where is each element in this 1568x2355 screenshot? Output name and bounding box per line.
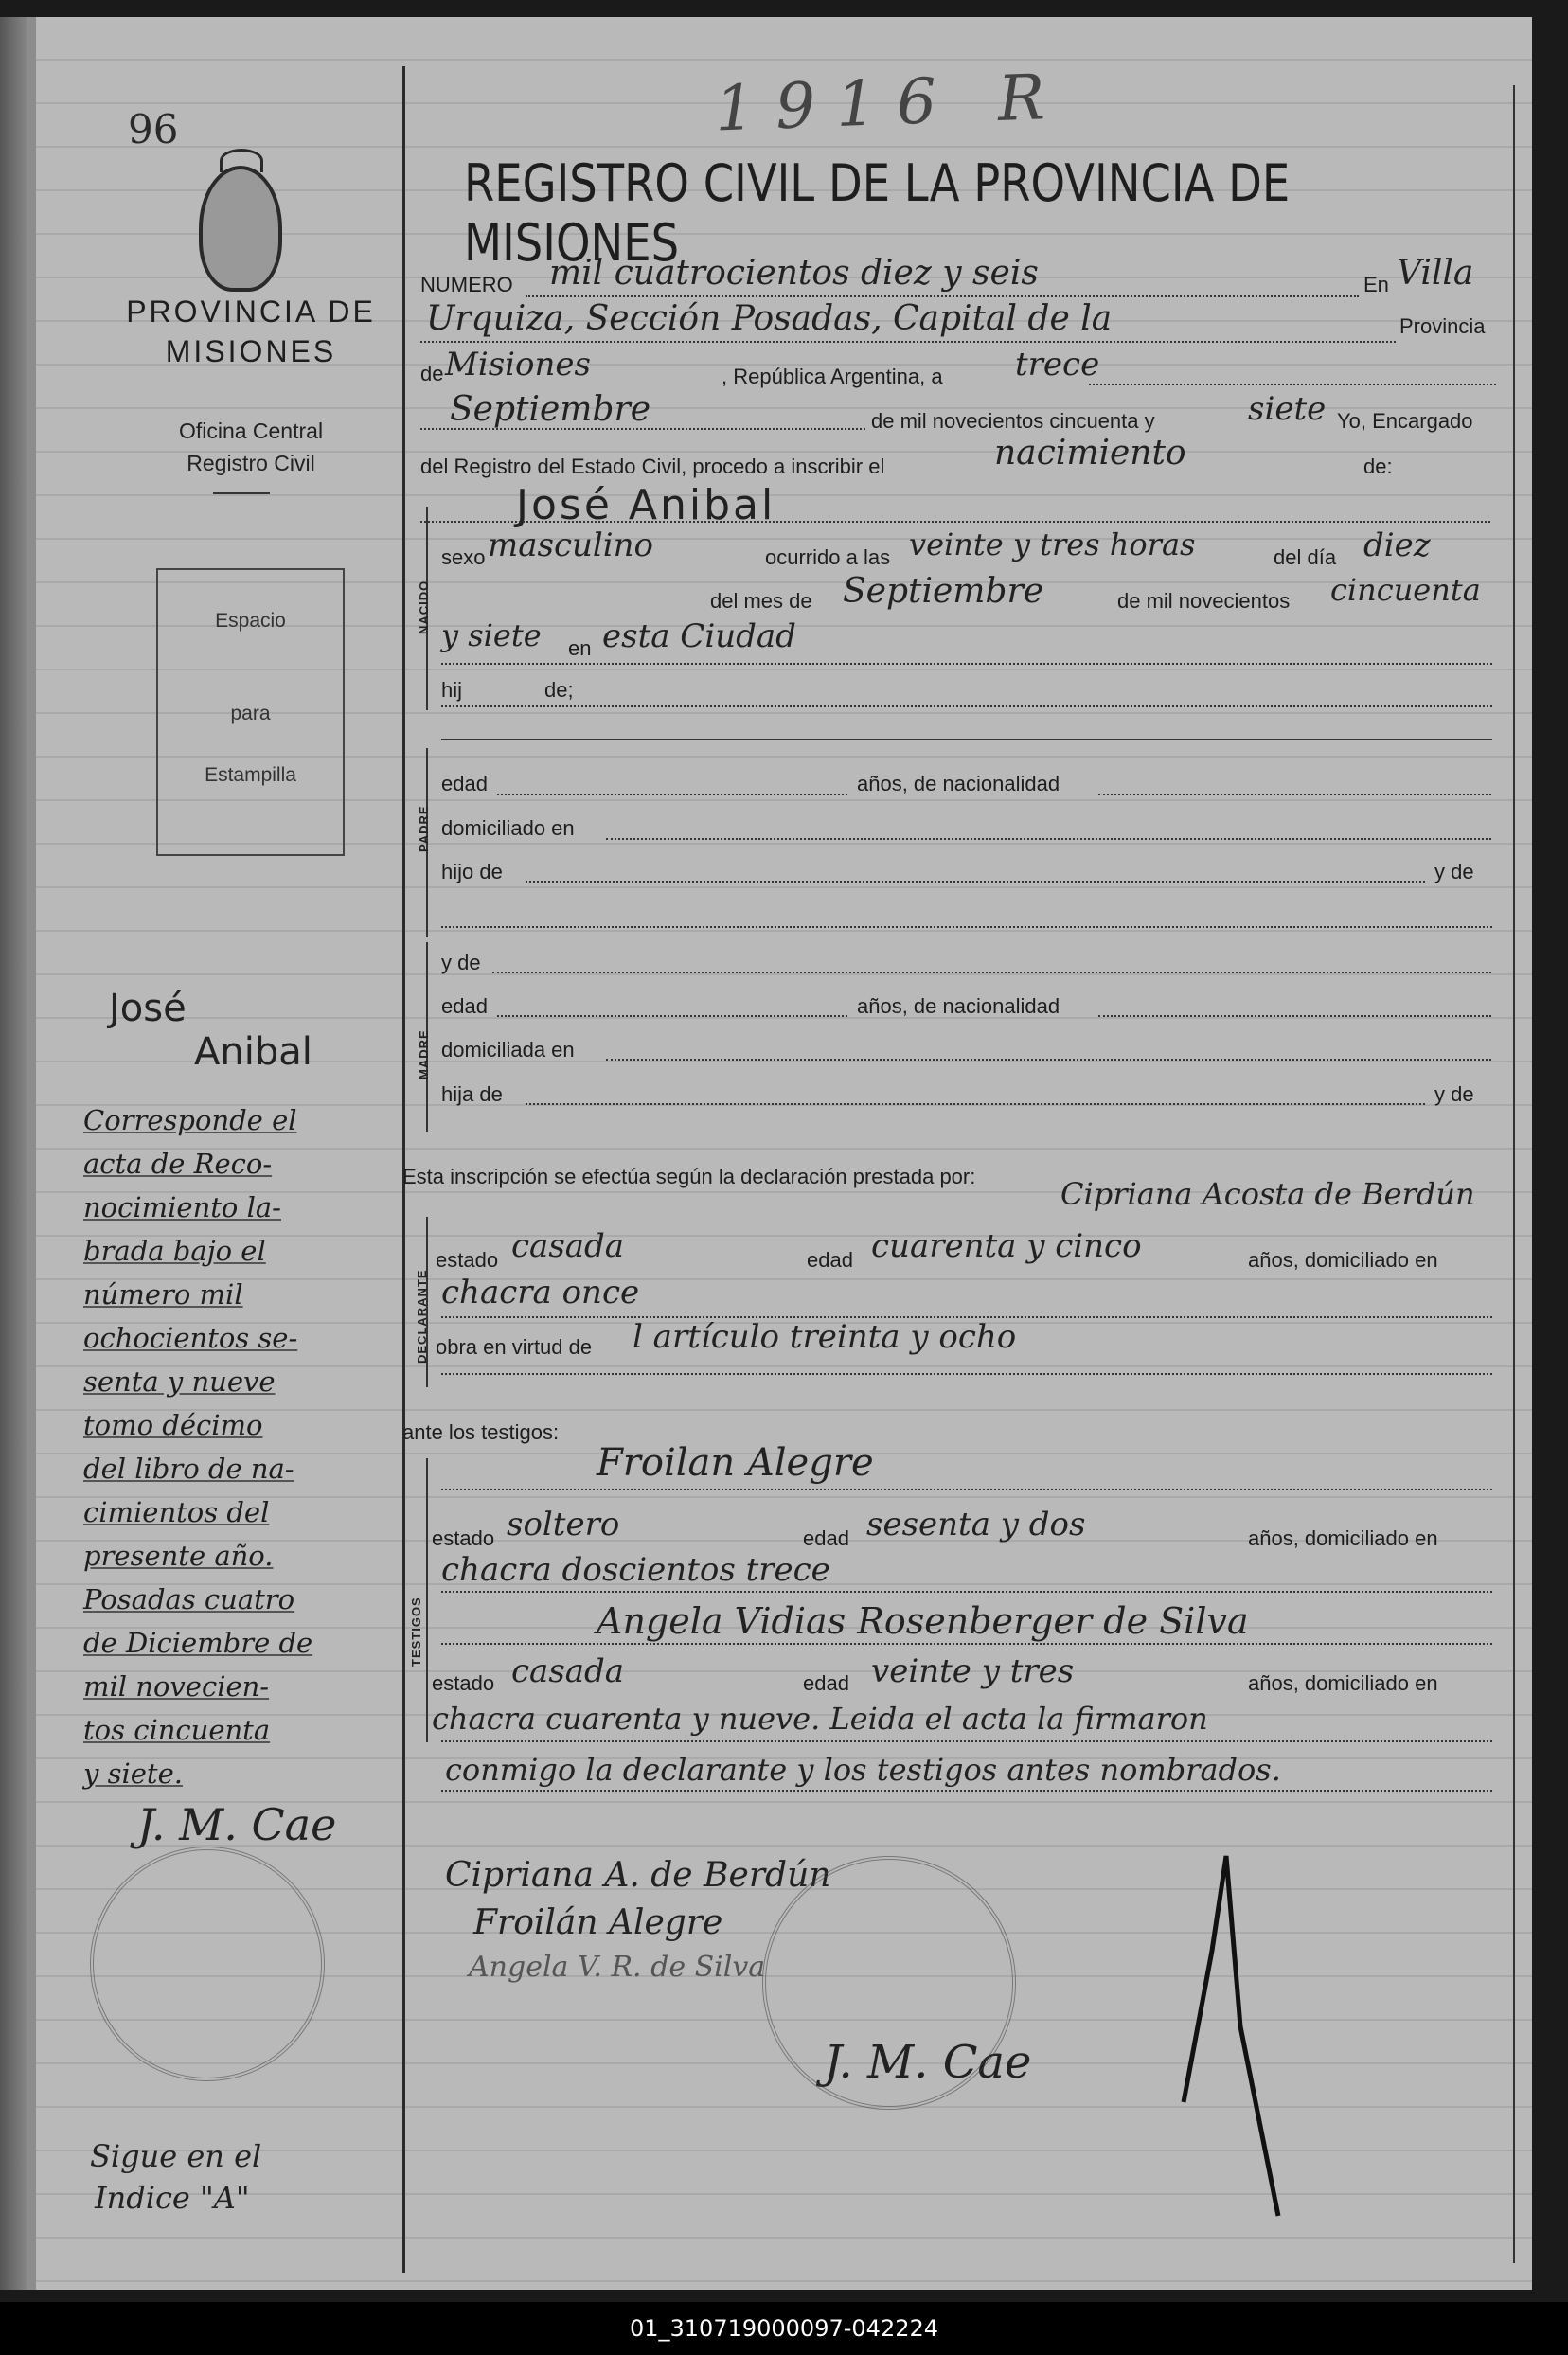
en-label: En — [1363, 273, 1389, 296]
t2-name: Angela Vidias Rosenberger de Silva — [597, 1600, 1249, 1642]
t2-estado-label: estado — [432, 1671, 495, 1695]
padre-y-de-label: y de — [1434, 860, 1474, 883]
sexo-value: masculino — [488, 526, 654, 564]
padre-side-label: PADRE — [417, 805, 431, 852]
stamp-box-line3: Estampilla — [205, 764, 296, 786]
testigos-bracket — [426, 1458, 428, 1742]
year-prefix-label: de mil novecientos cincuenta y — [871, 409, 1155, 433]
t1-estado-value: soltero — [507, 1506, 620, 1543]
margin-sigue-line1: Sigue en el — [90, 2138, 262, 2174]
day-value: trece — [1015, 346, 1100, 384]
closing-line — [441, 1790, 1492, 1792]
hij-line — [441, 705, 1492, 707]
margin-line: brada bajo el — [83, 1235, 266, 1267]
decl-estado-value: casada — [511, 1227, 625, 1265]
lugar-value: esta Ciudad — [602, 617, 796, 655]
child-name: José Anibal — [516, 481, 776, 529]
province-heading — [109, 292, 393, 371]
numero-line — [526, 295, 1359, 297]
de-label: de — [420, 362, 444, 385]
t1-edad-label: edad — [803, 1526, 849, 1550]
inscripcion-label: Esta inscripción se efectúa según la declaración prestada por: — [402, 1165, 976, 1188]
year-annotation: 1916 R — [713, 60, 1067, 146]
provincia-label: Provincia — [1399, 314, 1486, 338]
padre-edad-line — [497, 794, 847, 795]
signature-official: J. M. Cae — [824, 2036, 1032, 2089]
margin-line: Corresponde el — [83, 1104, 297, 1136]
numero-value: mil cuatrocientos diez y seis — [549, 254, 1039, 293]
en-label-nacido: en — [568, 636, 592, 660]
testigos-label: ante los testigos: — [402, 1420, 560, 1444]
margin-line: nocimiento la- — [83, 1191, 281, 1223]
month-value: Septiembre — [450, 390, 650, 429]
de-value: Misiones — [445, 346, 591, 384]
padre-hijo-line — [526, 881, 1425, 883]
lugar-line — [441, 663, 1492, 665]
de2-label: de: — [1363, 455, 1393, 478]
margin-line: senta y nueve — [83, 1365, 276, 1398]
decl-estado-label: estado — [436, 1248, 499, 1272]
nacido-separator — [441, 739, 1492, 740]
margin-line: del libro de na- — [83, 1453, 294, 1485]
mes-value: Septiembre — [843, 572, 1043, 611]
margin-line: Posadas cuatro — [83, 1583, 295, 1615]
image-id-footer: 01_310719000097-042224 — [0, 2302, 1568, 2355]
t1-edad-value: sesenta y dos — [866, 1506, 1086, 1543]
madre-hija-line — [526, 1103, 1425, 1105]
signature-testigo1: Froilán Alegre — [473, 1903, 723, 1942]
madre-y-de-line — [492, 972, 1491, 973]
office-rule — [213, 492, 270, 494]
signature-testigo2: Angela V. R. de Silva — [469, 1951, 766, 1984]
stamp-box — [156, 568, 345, 856]
padre-nac-line — [1098, 794, 1491, 795]
margin-line: número mil — [83, 1278, 243, 1311]
decl-obra-value: l artículo treinta y ocho — [633, 1318, 1017, 1356]
act-type-value: nacimiento — [994, 434, 1186, 473]
madre-anios-label: años, de nacionalidad — [857, 994, 1060, 1018]
decl-obra-line — [441, 1373, 1492, 1375]
ocurrido-label: ocurrido a las — [765, 545, 891, 569]
page-number: 96 — [128, 106, 179, 152]
margin-line: ochocientos se- — [83, 1322, 298, 1354]
padre-edad-label: edad — [441, 772, 488, 795]
margin-line: de Diciembre de — [83, 1627, 313, 1659]
sexo-label: sexo — [441, 545, 486, 569]
t2-estado-value: casada — [511, 1652, 625, 1690]
margin-name-line1: José — [109, 987, 187, 1030]
madre-y-de-label: y de — [441, 951, 481, 974]
de-semicolon-label: de; — [544, 678, 574, 702]
margin-sigue-line2: Indice "A" — [95, 2180, 250, 2216]
madre-domicilio-line — [606, 1059, 1491, 1061]
padre-domicilio-line — [606, 838, 1491, 840]
signature-declarante: Cipriana A. de Berdún — [445, 1856, 831, 1895]
declarante-name: Cipriana Acosta de Berdún — [1060, 1176, 1475, 1212]
madre-y-de2-label: y de — [1434, 1082, 1474, 1106]
day-line — [1089, 384, 1496, 385]
margin-line: tomo décimo — [83, 1409, 263, 1441]
yo-label: Yo, Encargado — [1337, 409, 1473, 433]
padre-hijo-label: hijo de — [441, 860, 503, 883]
t1-name-line — [441, 1489, 1492, 1490]
del-dia-label: del día — [1274, 545, 1337, 569]
decl-edad-label: edad — [807, 1248, 853, 1272]
republica-label: , República Argentina, a — [722, 365, 943, 388]
province-line1: PROVINCIA DE — [126, 294, 376, 329]
t1-estado-label: estado — [432, 1526, 495, 1550]
child-name-line — [420, 521, 1490, 523]
madre-domicilio-label: domiciliada en — [441, 1038, 575, 1062]
office-heading — [128, 415, 374, 479]
margin-line: mil novecien- — [83, 1670, 270, 1703]
t2-domicilio-line — [441, 1740, 1492, 1742]
decl-obra-label: obra en virtud de — [436, 1335, 593, 1359]
mil-label: de mil novecientos — [1117, 589, 1291, 613]
official-seal-right-icon — [762, 1856, 1016, 2110]
t1-name: Froilan Alegre — [597, 1441, 874, 1485]
t2-domicilio-value: chacra cuarenta y nueve. Leida el acta la firmaron — [432, 1701, 1208, 1737]
coat-of-arms-icon — [199, 166, 282, 292]
t2-name-line — [441, 1643, 1492, 1645]
anio-value: cincuenta — [1330, 572, 1481, 608]
official-seal-left-icon — [90, 1847, 325, 2081]
t1-domicilio-label: años, domiciliado en — [1248, 1526, 1438, 1550]
madre-nac-line — [1098, 1015, 1491, 1017]
t2-domicilio-label: años, domiciliado en — [1248, 1671, 1438, 1695]
padre-domicilio-label: domiciliado en — [441, 816, 575, 840]
margin-line: y siete. — [83, 1757, 183, 1790]
margin-note — [83, 1098, 396, 1795]
t1-domicilio-value: chacra doscientos trece — [441, 1551, 830, 1589]
office-line2: Registro Civil — [187, 451, 315, 475]
registro-label: del Registro del Estado Civil, procedo a inscribir el — [420, 455, 885, 478]
right-page-edge — [1513, 85, 1515, 2263]
madre-hija-label: hija de — [441, 1082, 503, 1106]
declarante-side-label: DECLARANTE — [415, 1269, 429, 1364]
margin-name-line2: Anibal — [194, 1030, 312, 1074]
closing-text: conmigo la declarante y los testigos antes nombrados. — [445, 1752, 1281, 1788]
month-line — [420, 428, 865, 430]
stamp-box-line1: Espacio — [215, 610, 286, 632]
dia-value: diez — [1363, 526, 1431, 564]
office-line1: Oficina Central — [178, 419, 324, 443]
margin-line: cimientos del — [83, 1496, 270, 1528]
margin-signature: J. M. Cae — [137, 1799, 337, 1850]
t2-edad-value: veinte y tres — [871, 1652, 1075, 1690]
decl-edad-value: cuarenta y cinco — [871, 1227, 1142, 1265]
madre-edad-line — [497, 1015, 847, 1017]
t2-edad-label: edad — [803, 1671, 849, 1695]
margin-line: tos cincuenta — [83, 1714, 271, 1746]
page-title: REGISTRO CIVIL DE LA PROVINCIA DE MISIONES — [464, 153, 1291, 273]
year-value: siete — [1248, 390, 1327, 428]
margin-line: acta de Reco- — [83, 1148, 273, 1180]
anio-value2: y siete — [441, 617, 542, 653]
t1-domicilio-line — [441, 1591, 1492, 1593]
official-flourish-icon — [1174, 1837, 1297, 2235]
decl-domicilio-value: chacra once — [441, 1274, 640, 1311]
padre-anios-label: años, de nacionalidad — [857, 772, 1060, 795]
province-line2: MISIONES — [165, 334, 337, 368]
place-value: Urquiza, Sección Posadas, Capital de la — [426, 299, 1113, 338]
margin-line: presente año. — [83, 1540, 274, 1572]
numero-label: NUMERO — [420, 273, 513, 296]
testigos-side-label: TESTIGOS — [409, 1597, 423, 1667]
padre-extra-line — [441, 926, 1492, 928]
del-mes-label: del mes de — [710, 589, 812, 613]
place-line — [420, 341, 1396, 343]
stamp-box-line2: para — [230, 703, 271, 724]
hora-value: veinte y tres horas — [909, 526, 1196, 562]
madre-edad-label: edad — [441, 994, 488, 1018]
madre-side-label: MADRE — [417, 1029, 431, 1079]
hij-label: hij — [441, 678, 463, 702]
nacido-side-label: NACIDO — [417, 580, 431, 634]
decl-domicilio-label: años, domiciliado en — [1248, 1248, 1438, 1272]
en-value: Villa — [1397, 254, 1474, 293]
